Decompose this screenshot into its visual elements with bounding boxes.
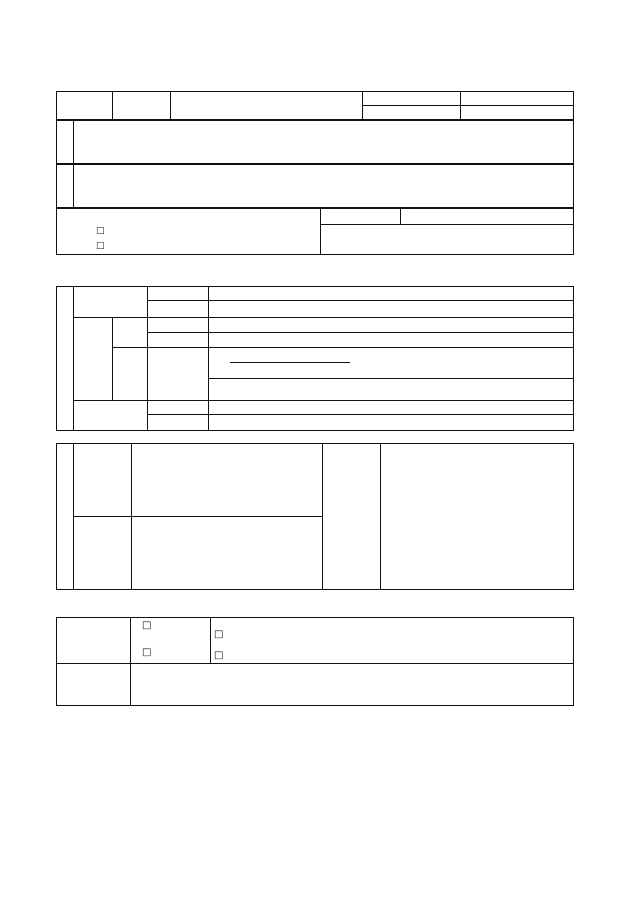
approve-checkbox[interactable]: □: [142, 620, 152, 631]
review-checkbox-2[interactable]: □: [96, 241, 105, 251]
reject-checkbox[interactable]: □: [142, 647, 152, 658]
rule-checkbox-1[interactable]: □: [214, 629, 224, 640]
applicant-name-field[interactable]: [171, 92, 361, 119]
review-checkbox-1[interactable]: □: [96, 226, 105, 236]
opinion-field[interactable]: [74, 165, 573, 207]
damage-rate-table: [56, 286, 574, 431]
rule-checkbox-3[interactable]: □: [214, 650, 224, 661]
review-section: [56, 208, 574, 255]
concrete-situation-field[interactable]: [381, 444, 573, 589]
reason-field[interactable]: [131, 664, 573, 705]
attachments-section: [56, 120, 574, 164]
